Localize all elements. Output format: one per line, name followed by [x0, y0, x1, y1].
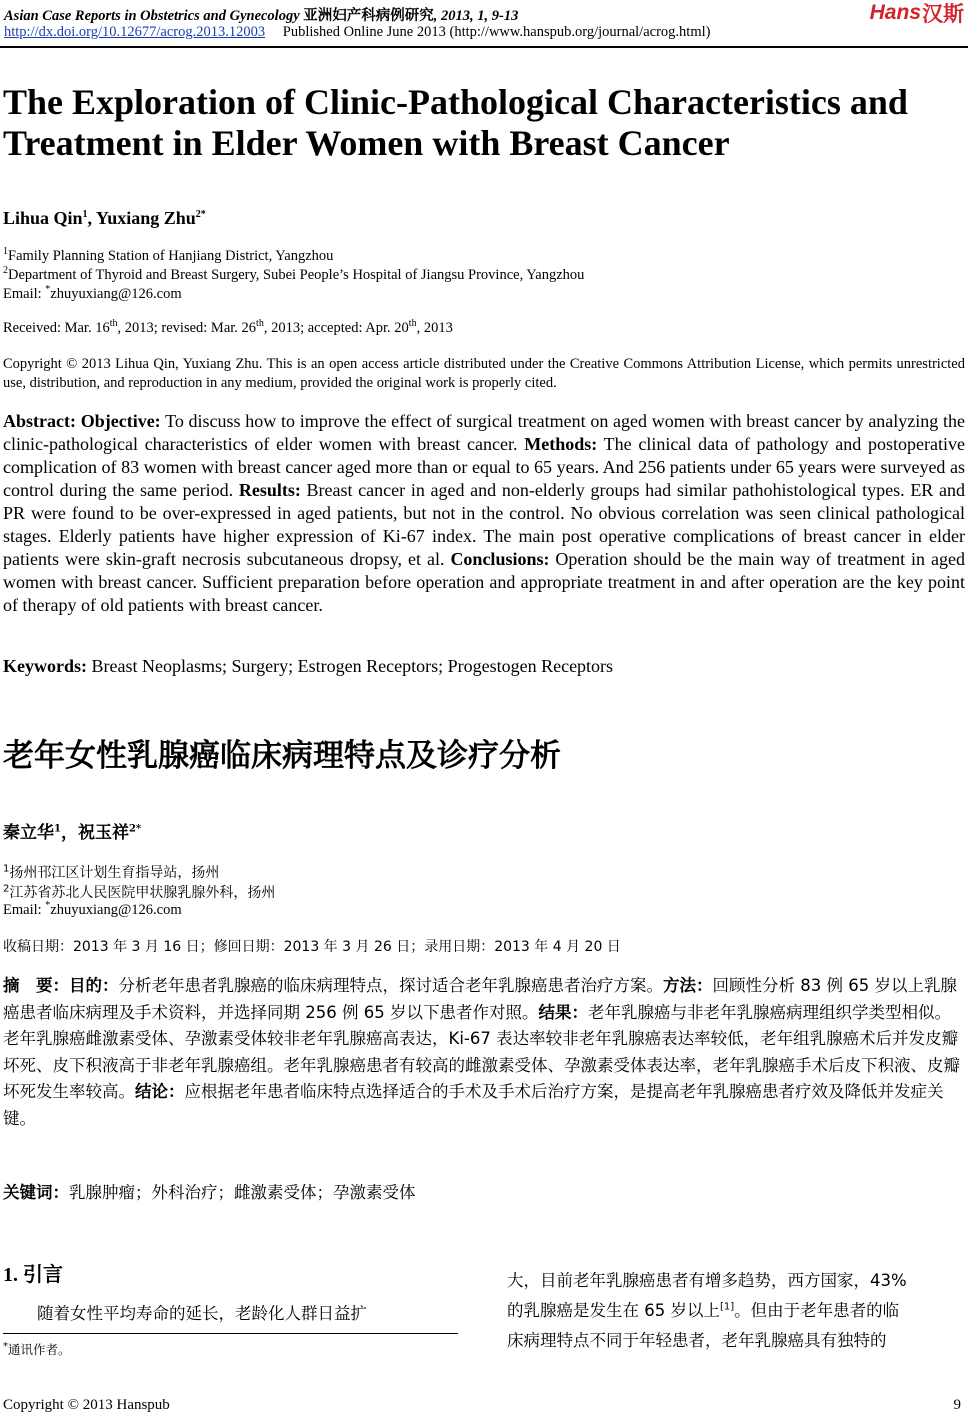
methods-cn-label: 方法：	[663, 976, 713, 995]
objective-cn-text: 分析老年患者乳腺癌的临床病理特点，探讨适合老年乳腺癌患者治疗方案。	[118, 976, 663, 995]
right-line-2	[507, 1296, 966, 1326]
right-line-2b: 。但由于老年患者的临	[734, 1301, 900, 1320]
email-sup: *	[45, 284, 51, 296]
keywords-text: Breast Neoplasms; Surgery; Estrogen Receptors; Progestogen Receptors	[87, 656, 614, 676]
affiliation-2-en	[3, 267, 584, 284]
intro-right-column	[507, 1266, 966, 1356]
conclusions-cn-label: 结论：	[135, 1082, 185, 1101]
right-line-1: 大，目前老年乳腺癌患者有增多趋势，西方国家，43%	[507, 1271, 907, 1290]
dates-en	[3, 320, 453, 337]
received-sup: th	[109, 318, 118, 330]
results-text: Breast cancer in aged and non-elderly groups had similar pathohistological types. ER and PR were found to be over-expressed in aged patients, but not in the control. No obvious correlation was seen clinical pathological stages. Elderly patients have higher expression of Ki-67 index. The main post operative complications of breast cancer in elder patients were skin-graft necrosis subcutaneous dropsy, et al.	[3, 480, 965, 569]
author-1-cn-sup: 1	[54, 823, 61, 835]
received-date: Received: Mar. 16	[3, 320, 110, 336]
keywords-cn-text: 乳腺肿瘤；外科治疗；雌激素受体；孕激素受体	[69, 1183, 416, 1202]
affiliation-2-text: Department of Thyroid and Breast Surgery, Subei People’s Hospital of Jiangsu Province, Yangzhou	[8, 267, 585, 283]
conclusions-label: Conclusions:	[450, 549, 550, 569]
abstract-label: Abstract:	[3, 411, 76, 431]
section-title: 引言	[23, 1262, 63, 1286]
paper-title-en: The Exploration of Clinic-Pathological Characteristics and Treatment in Elder Women with Breast Cancer	[3, 82, 908, 163]
authors-en	[3, 208, 206, 229]
footer-copyright: Copyright © 2013 Hanspub	[3, 1397, 170, 1413]
citation-ref-1[interactable]: [1]	[720, 1301, 735, 1313]
affiliation-1-cn-sup: 1	[3, 863, 10, 875]
journal-header	[4, 4, 518, 25]
abstract-en	[3, 410, 965, 617]
email-cn-sup: *	[45, 900, 51, 912]
publisher-logo	[870, 0, 964, 26]
dates-cn: 收稿日期：2013 年 3 月 16 日；修回日期：2013 年 3 月 26 日；录用日期：2013 年 4 月 20 日	[3, 939, 621, 955]
affiliation-2-sup: 2	[3, 265, 8, 277]
results-cn-label: 结果：	[538, 1002, 588, 1022]
journal-name-cn: 亚洲妇产科病例研究	[303, 8, 434, 24]
email-label: Email:	[3, 286, 46, 302]
email-cn-label: Email:	[3, 902, 46, 918]
author-2: Yuxiang Zhu	[95, 208, 196, 228]
page-number: 9	[953, 1397, 961, 1413]
journal-citation: , 2013, 1, 9-13	[433, 8, 519, 24]
author-sep: ,	[87, 208, 96, 228]
footnote-text: 通讯作者。	[8, 1342, 71, 1357]
affiliation-1-sup: 1	[3, 246, 8, 258]
results-label: Results:	[238, 480, 301, 500]
header-divider	[0, 46, 968, 48]
conclusions-cn-text: 应根据老年患者临床特点选择适合的手术及手术后治疗方案，是提高老年乳腺癌患者疗效及降低并发症关键。	[3, 1082, 944, 1128]
authors-cn	[3, 818, 141, 843]
email-en	[3, 286, 182, 303]
methods-cn-text: 回顾性分析 83 例 65 岁以上乳腺癌患者临床病理及手术资料，并选择同期 256 例 65 岁以下患者作对照。	[3, 976, 957, 1022]
footnote	[3, 1340, 71, 1358]
affiliation-2-cn-sup: 2	[3, 883, 10, 895]
accepted-sup: th	[408, 318, 417, 330]
affiliation-1-cn	[3, 862, 219, 882]
affiliation-1-text: Family Planning Station of Hanjiang District, Yangzhou	[8, 248, 334, 264]
right-line-3: 床病理特点不同于年轻患者，老年乳腺癌具有独特的	[507, 1331, 887, 1350]
author-2-cn: 祝玉祥	[77, 823, 129, 843]
author-1-cn: 秦立华	[3, 823, 54, 843]
doi-link[interactable]: http://dx.doi.org/10.12677/acrog.2013.12003	[4, 24, 266, 40]
affiliation-2-cn-text: 江苏省苏北人民医院甲状腺乳腺外科，扬州	[9, 885, 276, 901]
email-cn-address: zhuyuxiang@126.com	[50, 902, 182, 918]
author-1-sup: 1	[82, 209, 88, 220]
objective-cn-label: 目的：	[69, 976, 119, 995]
intro-left-column: 随着女性平均寿命的延长，老龄化人群日益扩	[37, 1304, 367, 1323]
dates-tail: , 2013	[416, 320, 453, 336]
methods-label: Methods:	[524, 434, 598, 454]
abstract-cn-label: 摘 要：	[3, 976, 69, 995]
affiliation-1-en	[3, 248, 333, 265]
objective-text: To discuss how to improve the effect of surgical treatment on aged women with breast cancer by analyzing the clinic-pathological characteristics of elder women with breast cancer.	[3, 411, 966, 454]
footnote-sup: *	[3, 1340, 8, 1352]
conclusions-text: Operation should be the main way of treatment in aged women with breast cancer. Sufficient preparation before operation and appropriate treatment in and after operation are the key point of therapy of old patients with breast cancer.	[3, 549, 965, 615]
logo-text: Hans	[869, 1, 921, 24]
objective-label: Objective:	[75, 411, 161, 431]
author-2-cn-sup: 2*	[128, 823, 142, 835]
journal-name-en: Asian Case Reports in Obstetrics and Gynecology	[4, 8, 300, 24]
abstract-cn	[3, 973, 965, 1132]
email-cn	[3, 902, 182, 919]
section-number: 1.	[3, 1264, 18, 1286]
author-2-sup: 2*	[195, 209, 206, 220]
affiliation-1-cn-text: 扬州邗江区计划生育指导站，扬州	[9, 865, 220, 881]
keywords-en	[3, 655, 965, 678]
copyright-notice: Copyright © 2013 Lihua Qin, Yuxiang Zhu. This is an open access article distributed under the Creative Commons Attribution License, which permits unrestricted use, distribution, and reproduction in any medium, provided the original work is properly cited.	[3, 356, 965, 391]
author-sep-cn: ，	[60, 823, 78, 843]
publication-line	[4, 24, 710, 41]
keywords-cn-label: 关键词：	[3, 1183, 69, 1202]
published-online: Published Online June 2013 (http://www.hanspub.org/journal/acrog.html)	[282, 24, 711, 40]
affiliation-2-cn	[3, 882, 275, 902]
results-cn-text: 老年乳腺癌与非老年乳腺癌病理组织学类型相似。老年乳腺癌雌激素受体、孕激素受体较非老年乳腺癌高表达，Ki-67 表达率较非老年乳腺癌表达率较低，老年组乳腺癌术后并发皮瓣坏死、皮下积液高于非老年乳腺癌组。老年乳腺癌患者有较高的雌激素受体、孕激素受体表达率，老年乳腺癌手术后皮下积液、皮瓣坏死发生率较高。	[3, 1002, 960, 1101]
revised-sup: th	[256, 318, 264, 330]
keywords-label: Keywords:	[3, 656, 87, 676]
logo-text-cn: 汉斯	[922, 3, 964, 26]
footnote-divider	[3, 1333, 458, 1334]
author-1: Lihua Qin	[3, 208, 83, 228]
accepted-date: , 2013; accepted: Apr. 20	[263, 320, 409, 336]
email-address: zhuyuxiang@126.com	[50, 286, 182, 302]
revised-date: , 2013; revised: Mar. 26	[117, 320, 257, 336]
section-1-heading	[3, 1258, 63, 1287]
methods-text: The clinical data of pathology and postoperative complication of 83 women with breast cancer aged more than or equal to 65 years. And 256 patients under 65 years were surveyed as control during the same period.	[3, 434, 965, 500]
right-line-2a: 的乳腺癌是发生在 65 岁以上	[507, 1301, 720, 1320]
paper-title-cn: 老年女性乳腺癌临床病理特点及诊疗分析	[3, 738, 561, 774]
keywords-cn	[3, 1180, 965, 1207]
